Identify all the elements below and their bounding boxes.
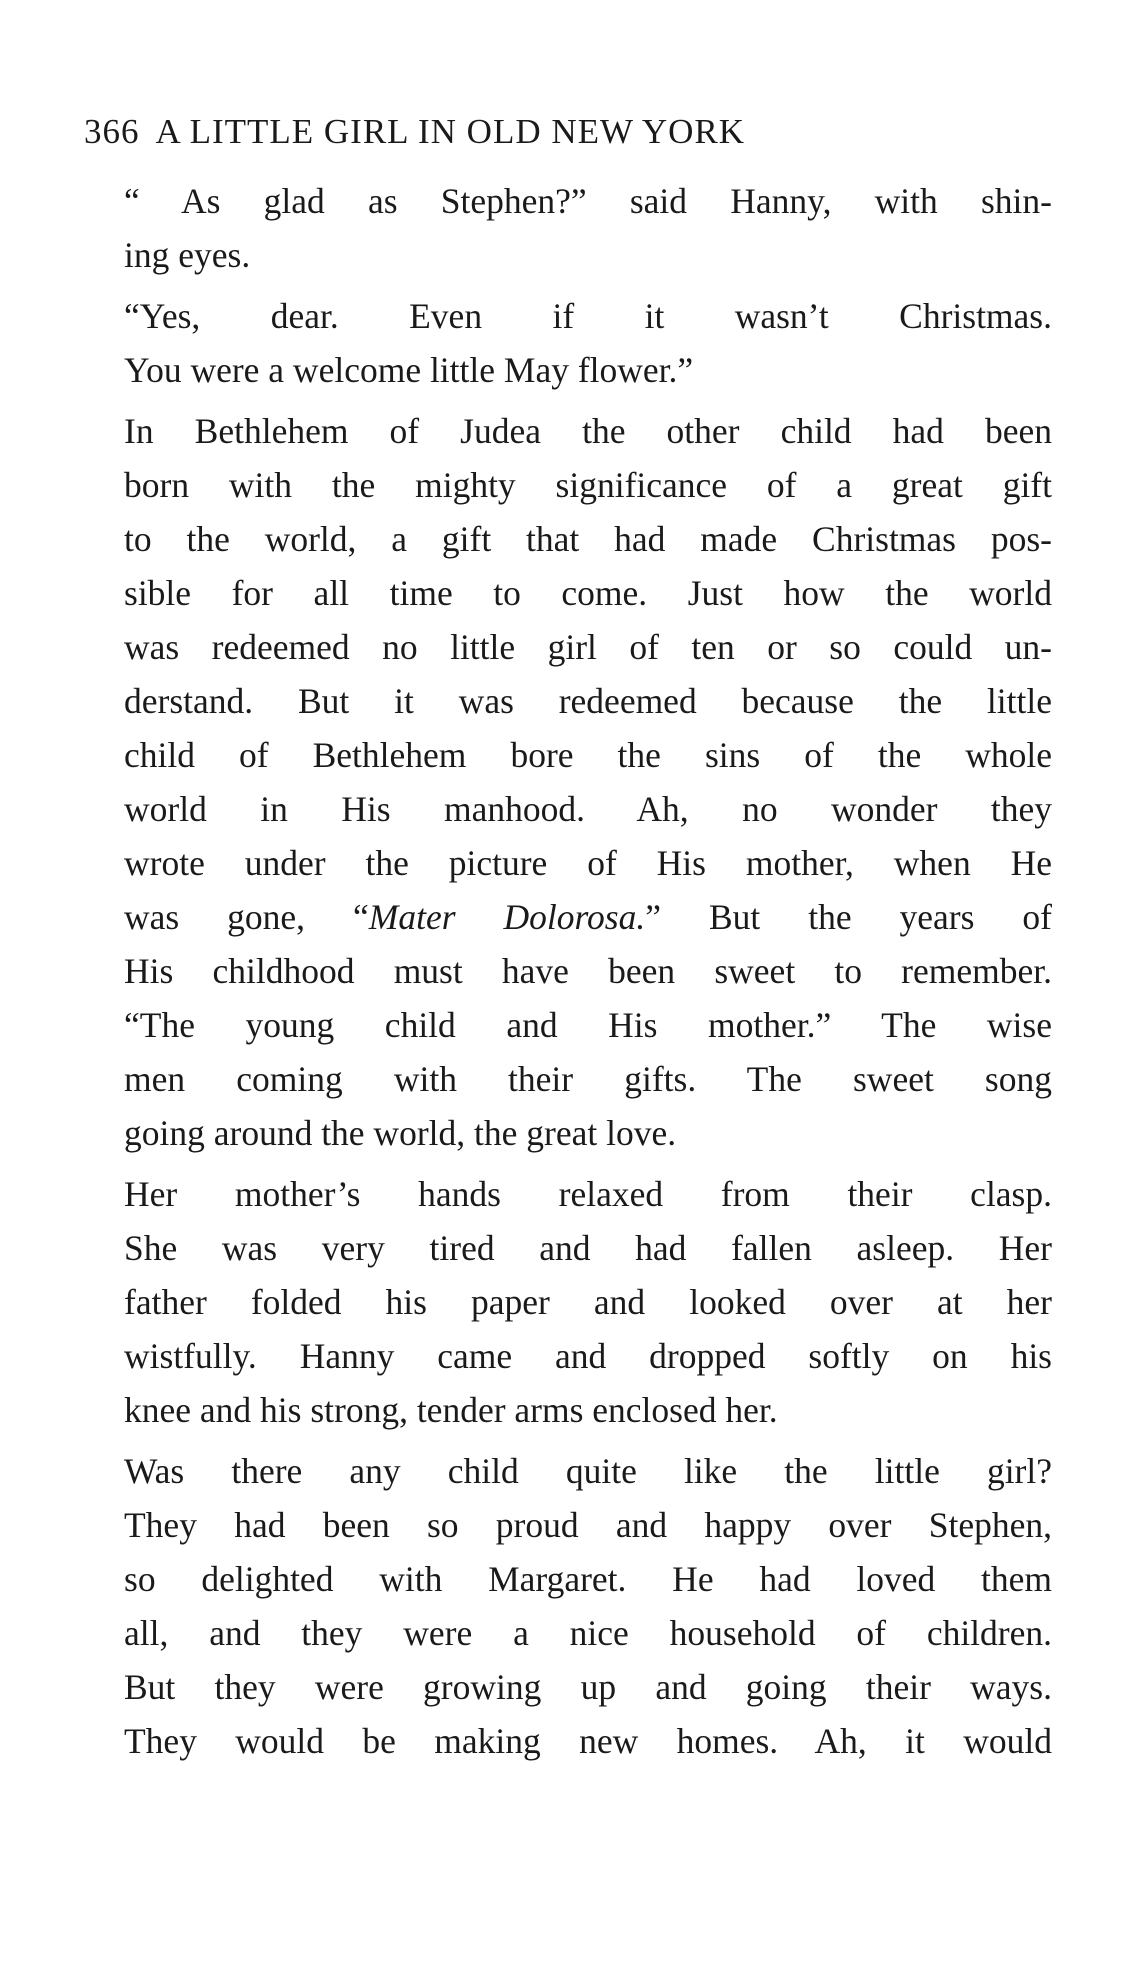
paragraph	[84, 404, 1052, 1160]
text-line: “Yes, dear. Even if it wasn’t Christmas.	[124, 296, 1052, 336]
text-line: His childhood must have been sweet to remember.	[124, 951, 1052, 991]
text-line	[84, 890, 1052, 944]
book-page	[84, 110, 1052, 1775]
paragraph	[84, 174, 1052, 282]
text-line: Was there any child quite like the little girl?	[124, 1451, 1052, 1491]
text-line: all, and they were a nice household of children.	[124, 1613, 1052, 1653]
body-text	[84, 174, 1052, 1768]
italic-phrase: Mater Dolorosa.	[368, 897, 646, 937]
text-line: You were a welcome little May flower.”	[124, 350, 694, 390]
text-line: to the world, a gift that had made Christmas pos-	[124, 519, 1052, 559]
text-segment: ” But the years of	[645, 897, 1052, 937]
text-segment: was gone, “	[124, 897, 369, 937]
paragraph	[84, 289, 1052, 397]
text-line: father folded his paper and looked over at her	[124, 1282, 1052, 1322]
paragraph	[84, 1167, 1052, 1437]
text-line: child of Bethlehem bore the sins of the whole	[124, 735, 1052, 775]
text-line: ing eyes.	[124, 235, 251, 275]
text-line: men coming with their gifts. The sweet song	[124, 1059, 1052, 1099]
text-line: born with the mighty significance of a great gift	[124, 465, 1052, 505]
text-line: wrote under the picture of His mother, when He	[124, 843, 1052, 883]
text-line: sible for all time to come. Just how the world	[124, 573, 1052, 613]
text-line: Her mother’s hands relaxed from their clasp.	[124, 1174, 1052, 1214]
running-title: A LITTLE GIRL IN OLD NEW YORK	[155, 112, 746, 151]
text-line: was redeemed no little girl of ten or so could un-	[124, 627, 1052, 667]
text-line: In Bethlehem of Judea the other child had been	[124, 411, 1052, 451]
text-line: “ As glad as Stephen?” said Hanny, with shin-	[124, 181, 1052, 221]
text-line: going around the world, the great love.	[124, 1113, 677, 1153]
text-line: They had been so proud and happy over Stephen,	[124, 1505, 1052, 1545]
text-line: so delighted with Margaret. He had loved them	[124, 1559, 1052, 1599]
running-head	[84, 110, 1052, 154]
text-line: knee and his strong, tender arms enclosed her.	[124, 1390, 778, 1430]
text-line: “The young child and His mother.” The wise	[124, 1005, 1052, 1045]
text-line: world in His manhood. Ah, no wonder they	[124, 789, 1052, 829]
text-line: But they were growing up and going their ways.	[124, 1667, 1052, 1707]
text-line: They would be making new homes. Ah, it would	[124, 1721, 1052, 1761]
paragraph	[84, 1444, 1052, 1768]
text-line: wistfully. Hanny came and dropped softly on his	[124, 1336, 1052, 1376]
page-number: 366	[84, 112, 140, 151]
text-line: derstand. But it was redeemed because the little	[124, 681, 1052, 721]
text-line: She was very tired and had fallen asleep. Her	[124, 1228, 1052, 1268]
